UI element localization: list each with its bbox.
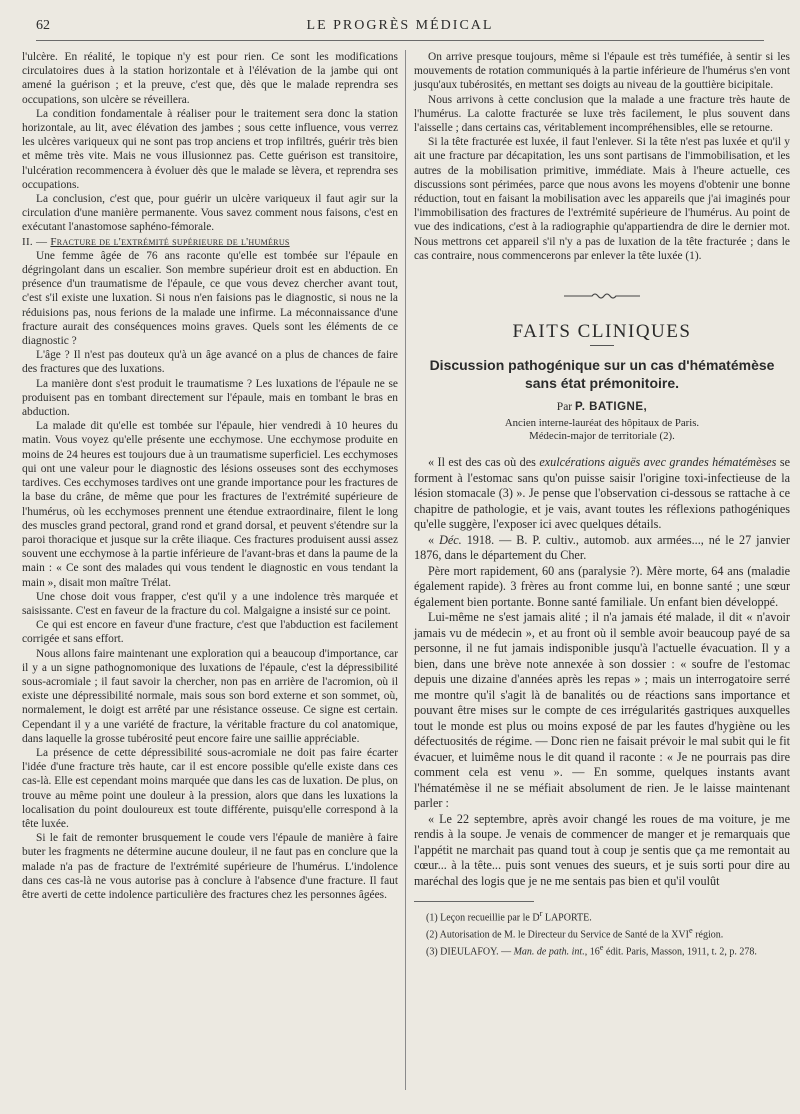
paragraph: On arrive presque toujours, même si l'épaule est très tuméfiée, à sentir si les mouvements de rotation communiqués à la partie inférieure de l'humérus s'en vont jusqu'aux tubérosités, en mettant ses doigts au niveau de la gouttière bicipitale. [414, 51, 790, 92]
footnote-2-text: (2) Autorisation de M. le Directeur du Service de Santé de la XVI [426, 929, 689, 941]
lecture-continuation [22, 50, 398, 235]
paragraph: La manière dont s'est produit le traumatisme ? Les luxations de l'épaule ne se produisent pas en tombant directement sur l'épaule, mais en tombant le bras en abduction. [22, 377, 398, 419]
article-title [414, 356, 790, 392]
title-rule [590, 345, 614, 346]
section-title: FAITS CLINIQUES [512, 321, 692, 343]
case-header [414, 533, 790, 564]
journal-title: LE PROGRÈS MÉDICAL [306, 18, 494, 33]
paragraph: Nous allons faire maintenant une exploration qui a beaucoup d'importance, car il y a un signe pathognomonique des luxations de l'épaule, c'est la dépressibilité sous-acromiale ; il faut savoir la chercher, non pas en arrière de l'acromion, où il existe une dépressibilité normale, mais sous son bord externe et son sommet, où, normalement, le doigt est arrêté par une résistance osseuse. Ce signe est certain. Cependant il y a une variété de fracture, la véritable fracture du col anatomique, dans laquelle la grosse tubérosité peut encore faire une saillie appréciable. [22, 647, 398, 745]
article-intro [414, 455, 790, 533]
footnotes [414, 908, 790, 958]
footnote-2 [414, 925, 790, 942]
affiliation-line-2: Médecin-major de territoriale (2). [529, 430, 675, 443]
paragraph: Père mort rapidement, 60 ans (paralysie ?). Mère morte, 64 ans (maladie également rapide). 3 frères au front comme lui, en bonne santé ; une sœur également bien portante. Bonne santé familiale. Un enfant bien développé. [414, 563, 790, 609]
paragraph: La condition fondamentale à réaliser pour le traitement sera donc la station horizontale, au lit, avec élévation des jambes ; sous cette influence, vous verrez les ulcères variqueux qui ne sont pas trop anciens et trop infiltrés, guérir très bien et même très vite. Mais ne vous illusionnez pas. Cette guérison est transitoire, l'ulcération recommencera à évoluer dès que le malade se lèvera, et reprendra ses occupations. [22, 107, 398, 191]
paragraph: Lui-même ne s'est jamais alité ; il n'a jamais été malade, il dit « n'avoir jamais vu de médecin », et au front où il semble avoir beaucoup payé de sa personne, il ne fut jamais indisponible jusqu'à l'actuelle évacuation. Il y a bien, dans une brève note annexée à son dossier : « soufre de l'estomac depuis une dizaine d'années après les repas » ; mais un interrogatoire serré me montre qu'il s'agit là de banalités ou de réactions sans importance et pouvant être mises sur le compte de ces irrégularités gastriques auxquelles tout le monde est plus ou moins exposé de par les fautes d'hygiène ou les défectuosités de régime. — Donc rien ne faisait prévoir le mal subit qui le fit évacuer, et luimême nous le dit quand il raconte : « Je ne pourrais pas dire comment cela est venu ». — En somme, quelques instants avant l'hématémèse il ne se méfiait absolument de rien. Je le laisse maintenant parler : [414, 610, 790, 811]
paragraph: La malade dit qu'elle est tombée sur l'épaule, hier vendredi à 10 heures du matin. Vous voyez qu'elle présente une ecchymose. Une ecchymose produite en moins de 24 heures est toujours due à un traumatisme superficiel. Les ecchymoses qui ont une valeur pour le diagnostic des lésions osseuses sont des ecchymoses tardives. Ces ecchymoses tardives ont une grande importance pour les fractures de la base du crâne, de même que pour les fractures de l'extrémité supérieure de l'humérus, où les ecchymoses prennent une étendue extraordinaire, filent le long des muscles grand pectoral, grand rond et grand dorsal, et peuvent s'étendre sur la paroi thoracique et jusque sur la crête iliaque. Ces fractures produisent aussi assez souvent une ecchymose à la partie inférieure de l'avant-bras et dans la paume de la main : « Ce sont des malades qui vous tendent le diagnostic en vous tendant la main », disait mon maître Trélat. [22, 420, 398, 589]
article-title-line-1: Discussion pathogénique sur un cas d'hématémèse [429, 357, 775, 374]
running-header [36, 14, 764, 41]
footnote-3-edition: , 16 [584, 946, 600, 958]
page-number: 62 [36, 18, 50, 33]
footnote-separator [414, 901, 534, 902]
byline [414, 400, 790, 414]
column-divider [405, 50, 406, 1090]
footnote-3-end: édit. Paris, Masson, 1911, t. 2, p. 278. [603, 946, 757, 958]
section-heading-title: Fracture de l'extrémité supérieure de l'humérus [50, 235, 290, 248]
fracture-lecture [22, 249, 398, 902]
article-body [414, 455, 790, 889]
footnote-3-sup: e [599, 943, 604, 953]
paragraph: Si la tête fracturée est luxée, il faut l'enlever. Si la tête n'est pas luxée et qu'il y ait une fracture par décapitation, les uns sont partisans de l'immobilisation, et les autres de la mobilisation primitive, immédiate. Mais à l'heure actuelle, ces discussions sont périmées, parce que nous avons les moyens d'obtenir une bonne réduction, tout en faisant la mobilisation avec les appareils que j'ai imaginés pour l'immobilisation des fractures de l'extrémité supérieure de l'humérus. Au point de vue des indications, c'est à la radiographie qu'appartiendra de dire le dernier mot. Nous mettrons cet appareil s'il n'y a pas de luxation de la tête fracturée ; dans le cas contraire, nous commencerons par enlever la tête luxée (1). [414, 136, 790, 262]
intro-italic: exulcérations aiguës avec grandes hématémèses [539, 455, 777, 470]
case-text-1: « [428, 532, 440, 547]
paragraph: Nous arrivons à cette conclusion que la malade a une fracture très haute de l'humérus. La calotte fracturée se luxe très facilement, le plus souvent dans l'aisselle ; dans certains cas, véritablement incompréhensibles, elle se retourne. [414, 93, 790, 135]
author-affiliation [414, 417, 790, 443]
right-column [414, 50, 790, 959]
section-heading-number: II. — [22, 235, 51, 248]
case-paragraphs [414, 564, 790, 890]
byline-prefix: Par [556, 401, 573, 414]
paragraph: Une chose doit vous frapper, c'est qu'il y a une indolence très marquée et saisissante. C'est en faveur de la fracture du col. Malgaigne a insisté sur ce point. [22, 590, 398, 617]
footnote-1 [414, 908, 790, 925]
paragraph: « Le 22 septembre, après avoir changé les roues de ma voiture, je me rendis à la soupe. Je venais de commencer de manger et je remarquais que l'appétit ne marchait pas quand tout à coup je sentis que ça me remontait au cœur... à la tête... puis sont venues des sueurs, et je suis sorti pour dire au maréchal des logis que je ne me sentais pas bien et qu'il voulût [414, 811, 790, 888]
footnote-3-italic: Man. de path. int. [513, 946, 585, 958]
paragraph: l'ulcère. En réalité, le topique n'y est pour rien. Ce sont les modifications circulatoires dues à la station horizontale et à l'élévation de la jambe qui ont amené la guérison ; et la preuve, c'est que, dès que le malade reprendra ses occupations, son ulcère se réveillera. [22, 51, 398, 106]
paragraph: Ce qui est encore en faveur d'une fracture, c'est que l'abduction est facilement corrigée et sans effort. [22, 619, 398, 646]
case-text-2: 1918. — B. P. cultiv., automob. aux armées..., né le 27 janvier 1876, dans le département du Cher. [414, 532, 790, 563]
paragraph: L'âge ? Il n'est pas douteux qu'à un âge avancé on a plus de chances de faire des fractures que des luxations. [22, 349, 398, 376]
footnote-2-sup: e [688, 926, 693, 936]
fracture-lecture-end [414, 50, 790, 263]
section-heading [22, 235, 398, 249]
paragraph: La présence de cette dépressibilité sous-acromiale ne doit pas faire écarter l'idée d'une fracture très haute, car il est encore possible qu'elle existe dans ces cas-là. Elle est cependant moins marquée que dans les cas de luxation. De plus, on trouve au même point une douleur à la pression, alors que dans les luxations la localisation du point douloureux est toute différente, puisqu'elle correspond à la tête luxée. [22, 746, 398, 830]
footnote-3-text: (3) DIEULAFOY. — [426, 946, 514, 958]
footnote-3 [414, 942, 790, 959]
left-column [22, 50, 398, 902]
paragraph: Si le fait de remonter brusquement le coude vers l'épaule de manière à faire buter les fragments ne détermine aucune douleur, il ne faut pas en conclure que la malade n'a pas de fracture de l'extrémité supérieure de l'humérus. L'indolence dans ces cas-là ne vous autorise pas à conclure à l'absence d'une fracture. Il faut être averti de cette indolence particulière des fractures chez les personnes âgées. [22, 832, 398, 901]
footnote-2-end: région. [692, 929, 724, 941]
footnote-1-author: LAPORTE. [542, 912, 592, 924]
article-title-line-2: sans état prémonitoire. [524, 375, 680, 392]
footnote-1-sup: r [539, 909, 543, 919]
case-italic: Déc. [439, 532, 462, 547]
affiliation-line-1: Ancien interne-lauréat des hôpitaux de Paris. [504, 417, 700, 430]
footnote-1-text: (1) Leçon recueillie par le D [426, 912, 540, 924]
intro-text-2: se forment à l'estomac sans qu'on puisse saisir l'origine toxi-infectieuse de la lésion stomacale (3) ». Je pense que l'observation ci-dessous se rattache à ce chapitre de pathologie, et je vais, avant toutes les réflexions pathogéniques qu'elle suggère, l'exposer ici avec quelques détails. [414, 455, 791, 532]
intro-text-1: « Il est des cas où des [428, 455, 540, 470]
paragraph: Une femme âgée de 76 ans raconte qu'elle est tombée sur l'épaule en dégringolant dans un escalier. Son membre supérieur droit est en abduction. En présence d'un traumatisme de l'épaule, ce que vous devez chercher avant tout, c'est s'il existe une luxation. Si nous n'en faisions pas le diagnostic, si nous ne la réduisions pas, nous ferions de la malade une infirme. La méconnaissance d'une fracture aurait des conséquences moins graves. Quels sont les éléments de ce diagnostic ? [22, 249, 398, 348]
author-name: P. BATIGNE, [575, 401, 648, 414]
paragraph: La conclusion, c'est que, pour guérir un ulcère variqueux il faut agir sur la circulation d'une manière permanente. Vous savez comment nous faisons, c'est en exécutant l'anastomose saphéno-fémorale. [22, 193, 398, 234]
ornamental-divider [414, 291, 790, 303]
